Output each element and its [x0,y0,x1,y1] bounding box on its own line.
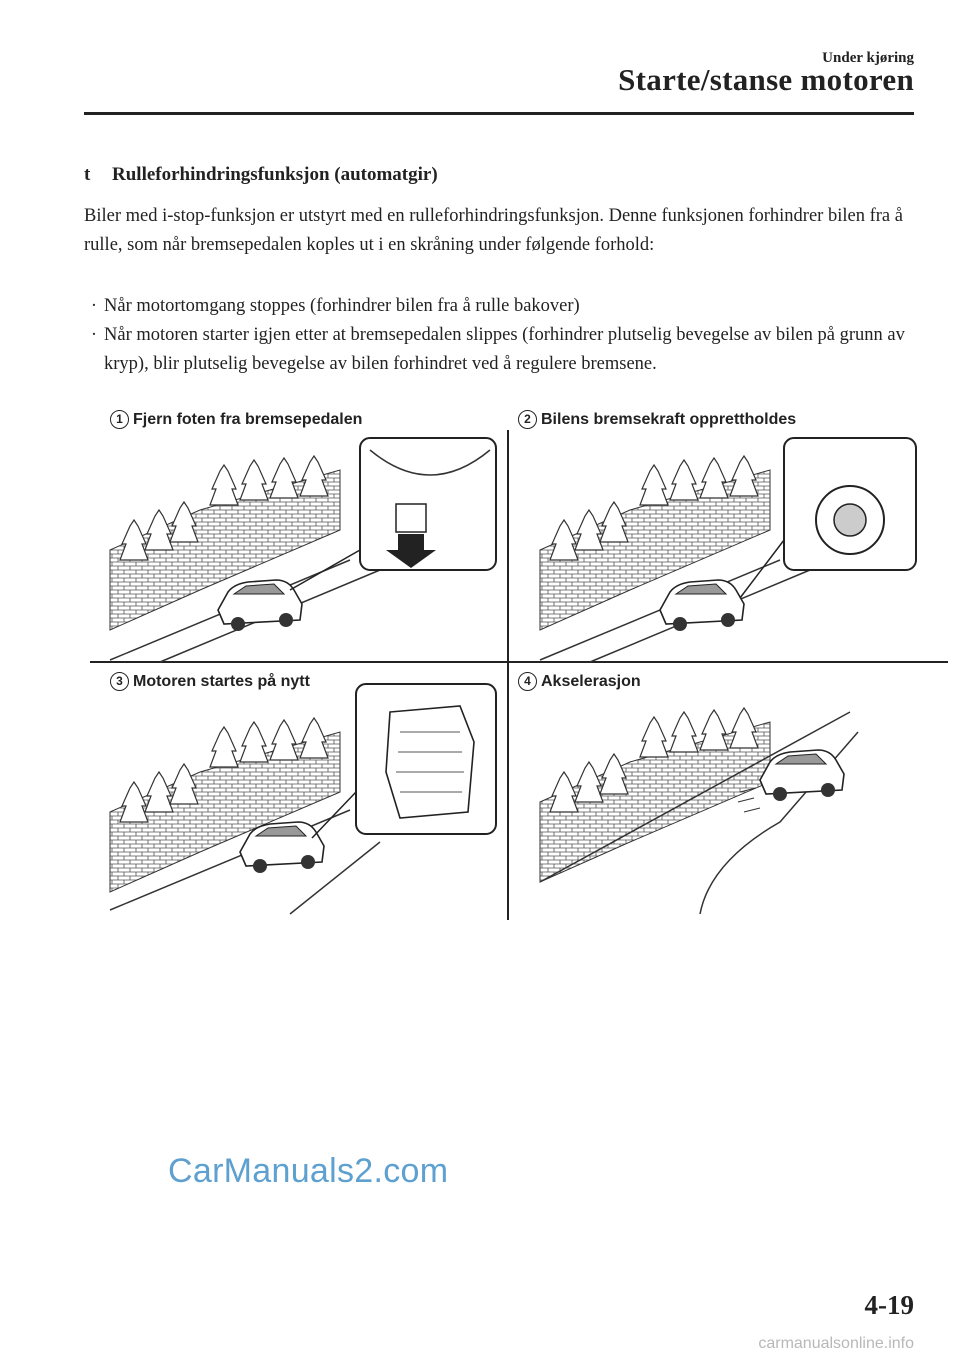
bullet-text: Når motoren starter igjen etter at bremsepedalen slippes (forhindrer plutselig bevegelse av bilen på grunn av kryp), blir plutselig bevegelse av bilen forhindret ved å regulere bremsene. [104,325,905,374]
section-heading-text: Rulleforhindringsfunksjon (automatgir) [112,164,438,185]
panel-3-scene [110,684,496,914]
panel-4-number: 4 [518,672,537,691]
panel-1-label: Fjern foten fra bremsepedalen [133,410,363,428]
bullet-dot: · [90,296,98,316]
engine-icon [386,706,474,818]
panel-2-number: 2 [518,410,537,429]
footer-site-link[interactable]: carmanualsonline.info [758,1335,914,1352]
bullet-dot: · [90,325,98,345]
panel-4-scene [540,708,858,914]
panel-4-label: Akselerasjon [541,672,641,690]
panel-3-number: 3 [110,672,129,691]
panel-3-label: Motoren startes på nytt [133,672,310,690]
list-item [84,292,914,321]
section-heading [84,164,438,186]
section-marker: t [84,164,91,185]
panel-2-label: Bilens bremsekraft opprettholdes [541,410,797,428]
header-rule [84,112,914,115]
page-number: 4-19 [864,1290,914,1320]
chapter-label: Under kjøring [822,50,914,66]
panel-1-caption [110,410,362,429]
condition-list [84,292,914,379]
bullet-text: Når motortomgang stoppes (forhindrer bilen fra å rulle bakover) [104,296,580,316]
panel-1-scene [110,438,496,662]
list-item [84,321,914,379]
page-title: Starte/stanse motoren [618,62,914,97]
watermark-link[interactable]: CarManuals2.com [168,1152,449,1190]
intro-paragraph: Biler med i-stop-funksjon er utstyrt med en rulleforhindringsfunksjon. Denne funksjonen forhindrer bilen fra å rulle, som når bremsepedalen koples ut i en skråning under følgende forhold: [84,206,903,255]
panel-1-number: 1 [110,410,129,429]
panel-2-caption [518,410,796,429]
rollback-prevention-illustration [90,430,950,925]
panel-2-scene [540,438,916,662]
